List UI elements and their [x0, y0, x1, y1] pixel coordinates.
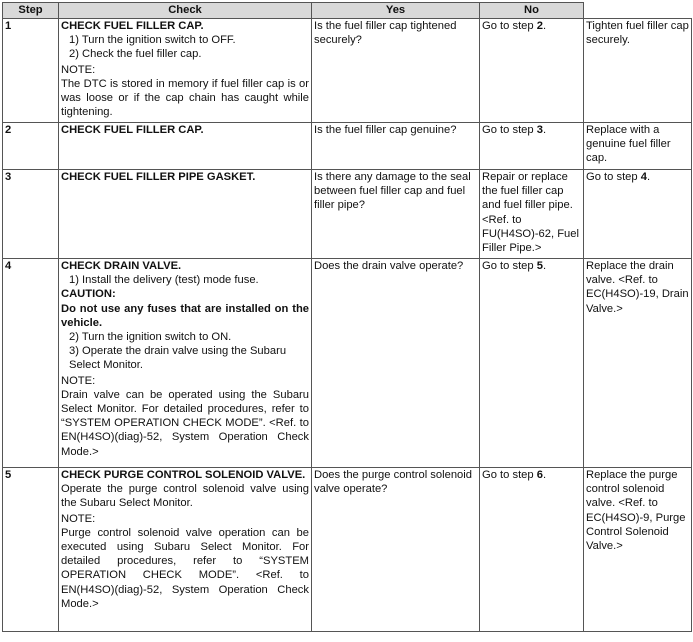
check-cell: Does the purge control solenoid valve operate?	[312, 468, 480, 632]
step-instruction: 2) Check the fuel filler cap.	[69, 48, 202, 61]
note-text: Drain valve can be operated using the Subaru Select Monitor. For detailed procedures, refer to “SYSTEM OPERATION CHECK MODE”. <Ref. to EN(H4SO)(diag)-52, System Operation Check Mode.>	[61, 388, 309, 458]
yes-step-link[interactable]: 5	[536, 260, 543, 272]
yes-text: Go to step	[482, 260, 537, 272]
step-cell	[59, 123, 312, 170]
step-number: 3	[3, 170, 59, 259]
table-row	[3, 19, 692, 123]
caution-text: Do not use any fuses that are installed on the vehicle.	[61, 302, 309, 329]
yes-text: Go to step	[482, 124, 537, 136]
table-row	[3, 123, 692, 170]
step-cell	[59, 170, 312, 259]
step-instruction: 3) Operate the drain valve using the Subaru Select Monitor.	[69, 345, 287, 372]
step-number: 1	[3, 19, 59, 123]
check-cell: Does the drain valve operate?	[312, 259, 480, 468]
step-title: CHECK DRAIN VALVE.	[61, 260, 182, 272]
check-cell: Is the fuel filler cap tightened securely?	[312, 19, 480, 123]
yes-step-link[interactable]: 2	[536, 20, 543, 32]
yes-cell	[480, 468, 584, 632]
yes-text-end: .	[542, 124, 547, 136]
yes-cell: Repair or replace the fuel filler cap and fuel filler pipe. <Ref. to FU(H4SO)-62, Fuel Filler Pipe.>	[480, 170, 584, 259]
table-row	[3, 170, 692, 259]
no-cell	[584, 170, 692, 259]
note-text: The DTC is stored in memory if fuel filler cap is or was loose or if the cap chain has caught while tightening.	[61, 77, 309, 119]
no-cell: Replace with a genuine fuel filler cap.	[584, 123, 692, 170]
yes-cell	[480, 123, 584, 170]
table-row	[3, 259, 692, 468]
step-number: 5	[3, 468, 59, 632]
note-text: Purge control solenoid valve operation can be executed using Subaru Select Monitor. For detailed procedures, refer to “SYSTEM OPERATION CHECK MODE”. <Ref. to EN(H4SO)(diag)-52, System Operation Check Mode.>	[61, 526, 309, 610]
yes-text: Go to step	[482, 469, 537, 481]
step-title: CHECK FUEL FILLER CAP.	[61, 20, 204, 32]
no-cell: Replace the drain valve. <Ref. to EC(H4SO)-19, Drain Valve.>	[584, 259, 692, 468]
yes-text-end: .	[542, 469, 547, 481]
yes-text-end: .	[542, 20, 547, 32]
step-number: 2	[3, 123, 59, 170]
no-step-link[interactable]: 4	[640, 171, 647, 183]
no-text-end: .	[646, 171, 651, 183]
step-cell	[59, 19, 312, 123]
note-label: NOTE:	[61, 63, 96, 76]
table-header-row	[3, 3, 692, 19]
yes-cell	[480, 259, 584, 468]
check-cell: Is there any damage to the seal between fuel filler cap and fuel filler pipe?	[312, 170, 480, 259]
header-check: Check	[59, 3, 312, 19]
yes-step-link[interactable]: 6	[536, 469, 543, 481]
note-label: NOTE:	[61, 512, 96, 525]
no-text: Go to step	[586, 171, 641, 183]
step-cell	[59, 468, 312, 632]
table-row	[3, 468, 692, 632]
step-title: CHECK FUEL FILLER PIPE GASKET.	[61, 171, 256, 183]
yes-text-end: .	[542, 260, 547, 272]
diagnostic-table	[2, 2, 692, 632]
step-instruction: 1) Turn the ignition switch to OFF.	[69, 34, 236, 47]
step-title: CHECK PURGE CONTROL SOLENOID VALVE.	[61, 469, 306, 481]
caution-label: CAUTION:	[61, 288, 116, 301]
step-instruction: 2) Turn the ignition switch to ON.	[69, 331, 232, 344]
step-instruction: Operate the purge control solenoid valve using the Subaru Select Monitor.	[61, 483, 309, 510]
step-number: 4	[3, 259, 59, 468]
no-cell: Tighten fuel filler cap securely.	[584, 19, 692, 123]
step-instruction: 1) Install the delivery (test) mode fuse.	[69, 274, 259, 287]
check-cell: Is the fuel filler cap genuine?	[312, 123, 480, 170]
yes-step-link[interactable]: 3	[536, 124, 543, 136]
header-yes: Yes	[312, 3, 480, 19]
step-title: CHECK FUEL FILLER CAP.	[61, 124, 204, 136]
header-step: Step	[3, 3, 59, 19]
header-no: No	[480, 3, 584, 19]
step-cell	[59, 259, 312, 468]
yes-text: Go to step	[482, 20, 537, 32]
note-label: NOTE:	[61, 374, 96, 387]
no-cell: Replace the purge control solenoid valve. <Ref. to EC(H4SO)-9, Purge Control Solenoid Valve.>	[584, 468, 692, 632]
yes-cell	[480, 19, 584, 123]
